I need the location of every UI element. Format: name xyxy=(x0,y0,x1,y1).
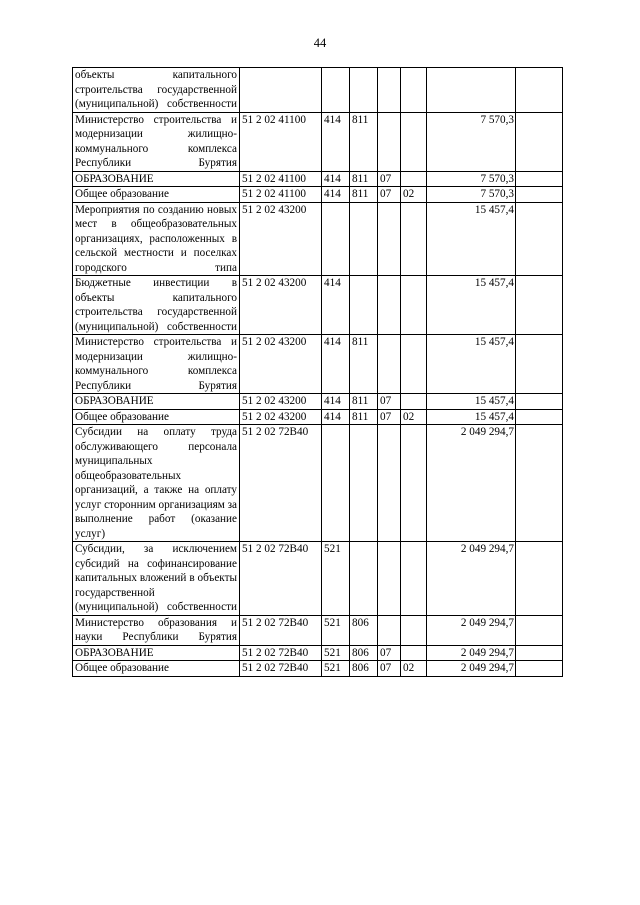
extra-cell xyxy=(516,661,563,677)
table-row xyxy=(73,171,563,187)
expense-type-cell: 521 xyxy=(322,615,350,645)
section-cell: 07 xyxy=(378,171,401,187)
extra-cell xyxy=(516,645,563,661)
extra-cell xyxy=(516,615,563,645)
target-article-cell: 51 2 02 43200 xyxy=(240,335,322,394)
amount-cell: 15 457,4 xyxy=(427,335,516,394)
expense-type-cell: 521 xyxy=(322,542,350,616)
row-name-cell: Министерство образования и науки Республики Бурятия xyxy=(73,615,240,645)
amount-cell: 2 049 294,7 xyxy=(427,542,516,616)
administrator-cell xyxy=(350,542,378,616)
section-cell xyxy=(378,425,401,542)
subsection-cell xyxy=(401,335,427,394)
administrator-cell: 806 xyxy=(350,661,378,677)
administrator-cell: 811 xyxy=(350,171,378,187)
target-article-cell xyxy=(240,68,322,113)
section-cell xyxy=(378,542,401,616)
administrator-cell: 811 xyxy=(350,112,378,171)
section-cell xyxy=(378,112,401,171)
table-row xyxy=(73,645,563,661)
expense-type-cell: 414 xyxy=(322,409,350,425)
target-article-cell: 51 2 02 72В40 xyxy=(240,645,322,661)
extra-cell xyxy=(516,187,563,203)
section-cell: 07 xyxy=(378,409,401,425)
administrator-cell: 811 xyxy=(350,335,378,394)
subsection-cell xyxy=(401,542,427,616)
administrator-cell xyxy=(350,425,378,542)
expense-type-cell: 414 xyxy=(322,394,350,410)
subsection-cell: 02 xyxy=(401,409,427,425)
row-name-cell: Бюджетные инвестиции в объекты капитального строительства государственной (муниципальной) собственности xyxy=(73,276,240,335)
target-article-cell: 51 2 02 43200 xyxy=(240,202,322,276)
expense-type-cell: 521 xyxy=(322,661,350,677)
amount-cell: 2 049 294,7 xyxy=(427,615,516,645)
amount-cell: 2 049 294,7 xyxy=(427,645,516,661)
page-number: 44 xyxy=(313,36,327,50)
amount-cell: 7 570,3 xyxy=(427,112,516,171)
row-name-cell: Общее образование xyxy=(73,661,240,677)
subsection-cell xyxy=(401,645,427,661)
extra-cell xyxy=(516,112,563,171)
section-cell: 07 xyxy=(378,645,401,661)
target-article-cell: 51 2 02 72В40 xyxy=(240,615,322,645)
target-article-cell: 51 2 02 43200 xyxy=(240,409,322,425)
amount-cell: 15 457,4 xyxy=(427,394,516,410)
section-cell xyxy=(378,276,401,335)
extra-cell xyxy=(516,202,563,276)
expense-type-cell: 414 xyxy=(322,171,350,187)
row-name-cell: Мероприятия по созданию новых мест в общеобразовательных организациях, расположенных в сельской местности и поселках городского типа xyxy=(73,202,240,276)
subsection-cell xyxy=(401,394,427,410)
amount-cell: 2 049 294,7 xyxy=(427,661,516,677)
section-cell xyxy=(378,202,401,276)
budget-table xyxy=(72,67,563,677)
expense-type-cell: 521 xyxy=(322,645,350,661)
target-article-cell: 51 2 02 43200 xyxy=(240,276,322,335)
section-cell: 07 xyxy=(378,394,401,410)
target-article-cell: 51 2 02 72В40 xyxy=(240,425,322,542)
table-row xyxy=(73,394,563,410)
subsection-cell: 02 xyxy=(401,661,427,677)
subsection-cell xyxy=(401,112,427,171)
subsection-cell: 02 xyxy=(401,187,427,203)
administrator-cell: 811 xyxy=(350,394,378,410)
extra-cell xyxy=(516,394,563,410)
section-cell xyxy=(378,615,401,645)
table-row xyxy=(73,202,563,276)
administrator-cell xyxy=(350,202,378,276)
table-row xyxy=(73,661,563,677)
extra-cell xyxy=(516,409,563,425)
extra-cell xyxy=(516,425,563,542)
row-name-cell: объекты капитального строительства государственной (муниципальной) собственности xyxy=(73,68,240,113)
target-article-cell: 51 2 02 41100 xyxy=(240,171,322,187)
row-name-cell: Общее образование xyxy=(73,409,240,425)
expense-type-cell: 414 xyxy=(322,112,350,171)
target-article-cell: 51 2 02 72В40 xyxy=(240,661,322,677)
table-row xyxy=(73,276,563,335)
expense-type-cell: 414 xyxy=(322,187,350,203)
table-row xyxy=(73,68,563,113)
expense-type-cell xyxy=(322,68,350,113)
expense-type-cell: 414 xyxy=(322,335,350,394)
row-name-cell: Общее образование xyxy=(73,187,240,203)
extra-cell xyxy=(516,276,563,335)
expense-type-cell xyxy=(322,202,350,276)
amount-cell xyxy=(427,68,516,113)
section-cell: 07 xyxy=(378,187,401,203)
table-row xyxy=(73,615,563,645)
row-name-cell: ОБРАЗОВАНИЕ xyxy=(73,645,240,661)
target-article-cell: 51 2 02 43200 xyxy=(240,394,322,410)
target-article-cell: 51 2 02 41100 xyxy=(240,112,322,171)
extra-cell xyxy=(516,542,563,616)
administrator-cell: 806 xyxy=(350,645,378,661)
extra-cell xyxy=(516,171,563,187)
amount-cell: 15 457,4 xyxy=(427,409,516,425)
target-article-cell: 51 2 02 72В40 xyxy=(240,542,322,616)
section-cell xyxy=(378,68,401,113)
amount-cell: 7 570,3 xyxy=(427,171,516,187)
amount-cell: 7 570,3 xyxy=(427,187,516,203)
row-name-cell: Субсидии, за исключением субсидий на софинансирование капитальных вложений в объекты государственной (муниципальной) собственности xyxy=(73,542,240,616)
row-name-cell: ОБРАЗОВАНИЕ xyxy=(73,394,240,410)
section-cell xyxy=(378,335,401,394)
administrator-cell: 806 xyxy=(350,615,378,645)
administrator-cell: 811 xyxy=(350,409,378,425)
subsection-cell xyxy=(401,425,427,542)
administrator-cell xyxy=(350,68,378,113)
amount-cell: 15 457,4 xyxy=(427,202,516,276)
amount-cell: 2 049 294,7 xyxy=(427,425,516,542)
administrator-cell: 811 xyxy=(350,187,378,203)
row-name-cell: ОБРАЗОВАНИЕ xyxy=(73,171,240,187)
table-row xyxy=(73,112,563,171)
extra-cell xyxy=(516,68,563,113)
amount-cell: 15 457,4 xyxy=(427,276,516,335)
subsection-cell xyxy=(401,276,427,335)
subsection-cell xyxy=(401,615,427,645)
row-name-cell: Субсидии на оплату труда обслуживающего персонала муниципальных общеобразовательных организаций, а также на оплату услуг сторонним организациям за выполнение работ (оказание услуг) xyxy=(73,425,240,542)
target-article-cell: 51 2 02 41100 xyxy=(240,187,322,203)
extra-cell xyxy=(516,335,563,394)
administrator-cell xyxy=(350,276,378,335)
table-row xyxy=(73,425,563,542)
table-row xyxy=(73,187,563,203)
subsection-cell xyxy=(401,202,427,276)
row-name-cell: Министерство строительства и модернизации жилищно-коммунального комплекса Республики Бурятия xyxy=(73,112,240,171)
expense-type-cell: 414 xyxy=(322,276,350,335)
table-row xyxy=(73,409,563,425)
row-name-cell: Министерство строительства и модернизации жилищно-коммунального комплекса Республики Бурятия xyxy=(73,335,240,394)
table-row xyxy=(73,335,563,394)
section-cell: 07 xyxy=(378,661,401,677)
expense-type-cell xyxy=(322,425,350,542)
table-row xyxy=(73,542,563,616)
subsection-cell xyxy=(401,171,427,187)
subsection-cell xyxy=(401,68,427,113)
